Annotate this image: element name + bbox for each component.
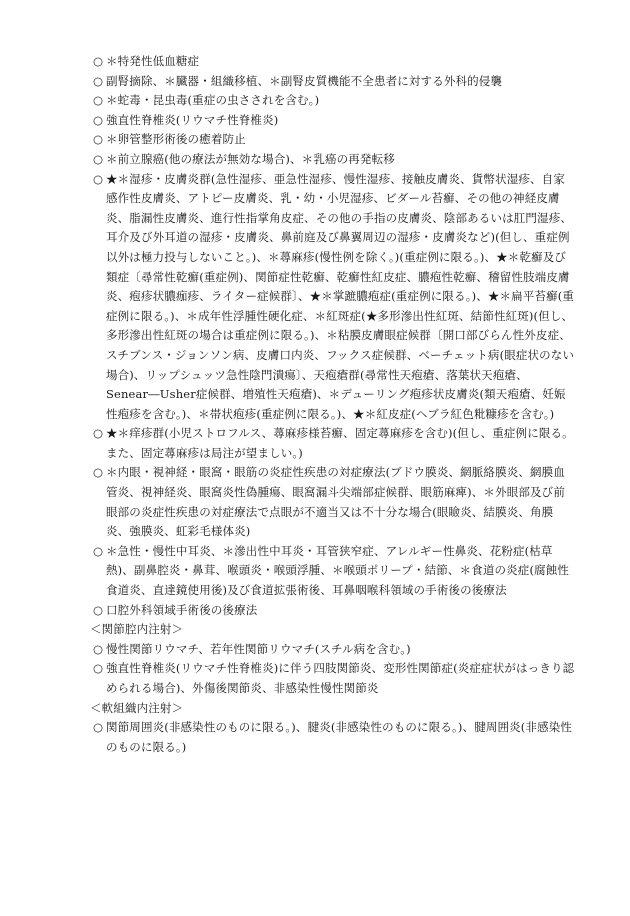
indication-text: ＊急性・慢性中耳炎、＊滲出性中耳炎・耳管狭窄症、アレルギー性鼻炎、花粉症(枯草熱)、副鼻腔炎・鼻茸、喉頭炎・喉頭浮腫、＊喉頭ポリープ・結節、＊食道の炎症(腐蝕性食道炎、直達鏡使用後)及び食道拡張術後、耳鼻咽喉科領域の手術後の後療法 [106, 543, 570, 598]
indication-text: ★＊湿疹・皮膚炎群(急性湿疹、亜急性湿疹、慢性湿疹、接触皮膚炎、貨幣状湿疹、自家感作性皮膚炎、アトピー皮膚炎、乳・幼・小児湿疹、ビダール苔癬、その他の神経皮膚炎、脂漏性皮膚炎、進行性指掌角皮症、その他の手指の皮膚炎、陰部あるいは肛門湿疹、耳介及び外耳道の湿疹・皮膚炎、鼻前庭及び鼻翼周辺の湿疹・皮膚炎など)(但し、重症例以外は極力投与しないこと。)、＊蕁麻疹(慢性例を除く。)(重症例に限る。)、★＊乾癬及び類症〔尋常性乾癬(重症例)、関節症性乾癬、乾癬性紅皮症、膿疱性乾癬、稽留性肢端皮膚炎、疱疹状膿痂疹、ライター症候群〕、★＊掌蹠膿疱症(重症例に限る。)、★＊扁平苔癬(重症例に限る。)、＊成年性浮腫性硬化症、＊紅斑症(★多形滲出性紅斑、結節性紅斑)(但し、多形滲出性紅斑の場合は重症例に限る。)、＊粘膜皮膚眼症候群〔開口部びらん性外皮症、スチブンス・ジョンソン病、皮膚口内炎、フックス症候群、ベーチェット病(眼症状のない場合)、リップシュッツ急性陰門潰瘍〕、天疱瘡群(尋常性天疱瘡、落葉状天疱瘡、Senear―Usher症候群、増殖性天疱瘡)、＊デューリング疱疹状皮膚炎(類天疱瘡、妊娠性疱疹を含む。)、＊帯状疱疹(重症例に限る。)、★＊紅皮症(ヘブラ紅色粃糠疹を含む。) [106, 171, 575, 421]
circle-marker: ○ [93, 720, 104, 735]
circle-marker: ○ [93, 543, 104, 558]
indication-item [93, 659, 576, 698]
indication-text: 副腎摘除、＊臓器・組織移植、＊副腎皮質機能不全患者に対する外科的侵襲 [106, 73, 503, 88]
indication-text: ＊蛇毒・昆虫毒(重症の虫さされを含む。) [106, 93, 320, 108]
indication-item [93, 72, 576, 92]
indication-item-dermatitis [93, 170, 576, 425]
indication-text: 強直性脊椎炎(リウマチ性脊椎炎) [106, 112, 279, 127]
circle-marker: ○ [93, 465, 104, 480]
indication-item [93, 150, 576, 170]
indication-item [93, 640, 576, 660]
indication-item [93, 130, 576, 150]
indication-text: 強直性脊椎炎(リウマチ性脊椎炎)に伴う四肢関節炎、変形性関節症(炎症症状がはっきり認められる場合)、外傷後関節炎、非感染性慢性関節炎 [106, 661, 575, 695]
circle-marker: ○ [93, 132, 104, 147]
indication-item-prurigo [93, 424, 576, 463]
circle-marker: ○ [93, 93, 104, 108]
indication-item [93, 718, 576, 757]
circle-marker: ○ [93, 151, 104, 166]
section-heading-intra-articular: ＜関節腔内注射＞ [90, 622, 184, 637]
circle-marker: ○ [93, 661, 104, 676]
indication-item [93, 52, 576, 72]
indication-item [93, 91, 576, 111]
indication-text: ＊卵管整形術後の癒着防止 [106, 132, 246, 147]
indication-text: 慢性関節リウマチ、若年性関節リウマチ(スチル病を含む。) [106, 641, 411, 656]
indication-text: ＊特発性低血糖症 [106, 54, 200, 68]
indication-item [93, 601, 576, 621]
indication-text: 口腔外科領域手術後の後療法 [106, 602, 258, 617]
circle-marker: ○ [93, 73, 104, 88]
circle-marker: ○ [93, 171, 104, 186]
indication-text: ＊前立腺癌(他の療法が無効な場合)、＊乳癌の再発転移 [106, 151, 395, 166]
circle-marker: ○ [93, 426, 104, 441]
section-heading-soft-tissue: ＜軟組織内注射＞ [90, 700, 184, 715]
indication-item [93, 111, 576, 131]
indication-text: ★＊痒疹群(小児ストロフルス、蕁麻疹様苔癬、固定蕁麻疹を含む)(但し、重症例に限る。また、固定蕁麻疹は局注が望ましい。) [106, 426, 574, 460]
indication-text: 関節周囲炎(非感染性のものに限る。)、腱炎(非感染性のものに限る。)、腱周囲炎(非感染性のものに限る。) [106, 720, 573, 754]
circle-marker: ○ [93, 112, 104, 127]
circle-marker: ○ [93, 641, 104, 656]
indication-text: ＊内眼・視神経・眼窩・眼筋の炎症性疾患の対症療法(ブドウ膜炎、網脈絡膜炎、網膜血管炎、視神経炎、眼窩炎性偽腫瘍、眼窩漏斗尖端部症候群、眼筋麻痺)、＊外眼部及び前眼部の炎症性疾患の対症療法で点眼が不適当又は不十分な場合(眼瞼炎、結膜炎、角膜炎、強膜炎、虹彩毛様体炎) [106, 465, 565, 539]
circle-marker: ○ [93, 54, 104, 68]
indication-item-ophthalmic [93, 463, 576, 541]
indication-item-ent [93, 542, 576, 601]
circle-marker: ○ [93, 602, 104, 617]
